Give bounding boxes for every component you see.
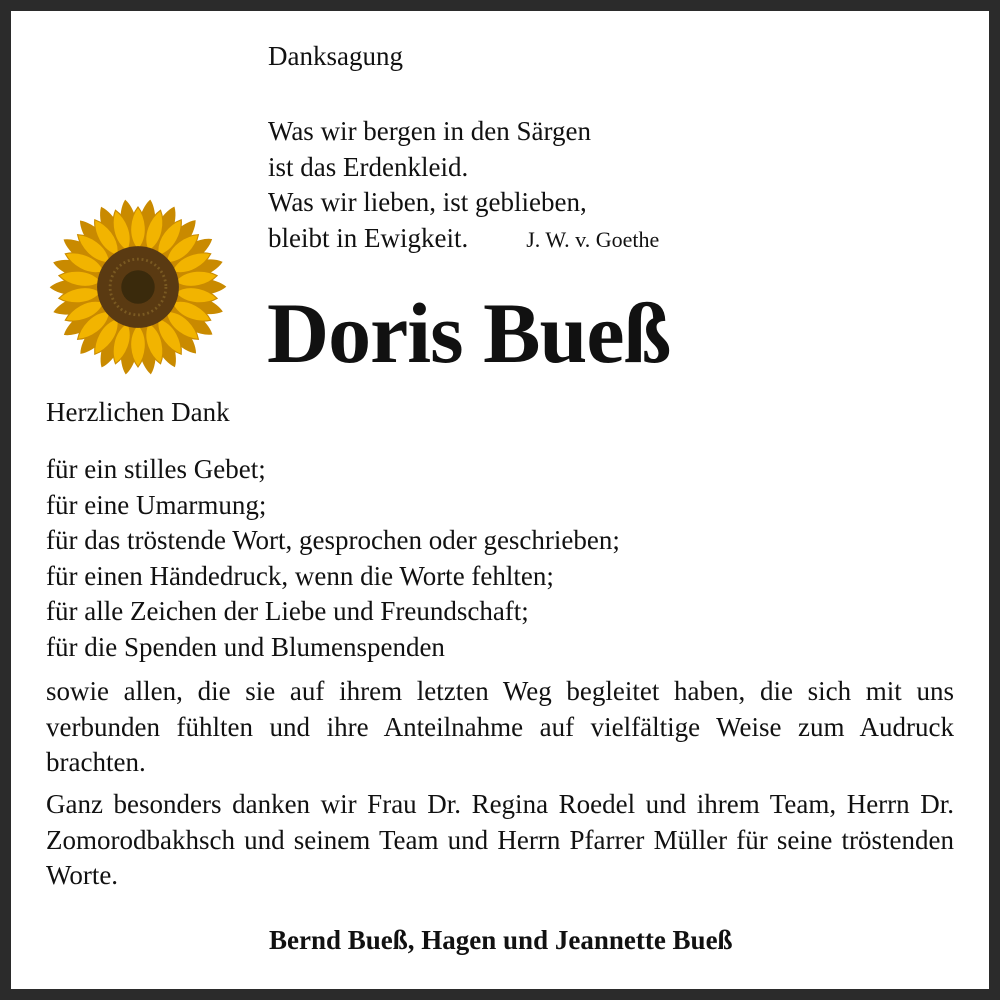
- list-item: für alle Zeichen der Liebe und Freundschaft;: [46, 596, 529, 626]
- thanks-list: [46, 452, 620, 665]
- thanks-paragraph-2: Ganz besonders danken wir Frau Dr. Regina Roedel und ihrem Team, Herrn Dr. Zomorodbakhsch und seinem Team und Herrn Pfarrer Müller für seine tröstenden Worte.: [46, 789, 954, 890]
- thanks-paragraph-1: sowie allen, die sie auf ihrem letzten Weg begleitet haben, die sich mit uns verbunden fühlten und ihre Anteilnahme auf vielfältige Weise zum Audruck brachten.: [46, 676, 954, 777]
- poem-line-text: bleibt in Ewigkeit.: [268, 222, 469, 253]
- deceased-name: Doris Bueß: [267, 285, 671, 381]
- sunflower-icon: [45, 194, 231, 380]
- poem-line: Was wir bergen in den Särgen: [268, 116, 591, 146]
- list-item: für eine Umarmung;: [46, 489, 267, 520]
- poem-line: Was wir lieben, ist geblieben,: [268, 187, 587, 217]
- card-heading: Danksagung: [268, 41, 403, 71]
- poem-line-last: [268, 221, 659, 258]
- list-item: für ein stilles Gebet;: [46, 454, 266, 484]
- list-item: für einen Händedruck, wenn die Worte fehlten;: [46, 560, 554, 591]
- signature: Bernd Bueß, Hagen und Jeannette Bueß: [269, 925, 733, 955]
- list-item: für die Spenden und Blumenspenden: [46, 631, 445, 662]
- sunflower-center-inner: [121, 270, 154, 303]
- thanks-intro: Herzlichen Dank: [46, 397, 230, 427]
- poem: [268, 114, 659, 257]
- poem-author: J. W. v. Goethe: [526, 226, 660, 252]
- poem-line: ist das Erdenkleid.: [268, 151, 469, 182]
- list-item: für das tröstende Wort, gesprochen oder geschrieben;: [46, 525, 620, 555]
